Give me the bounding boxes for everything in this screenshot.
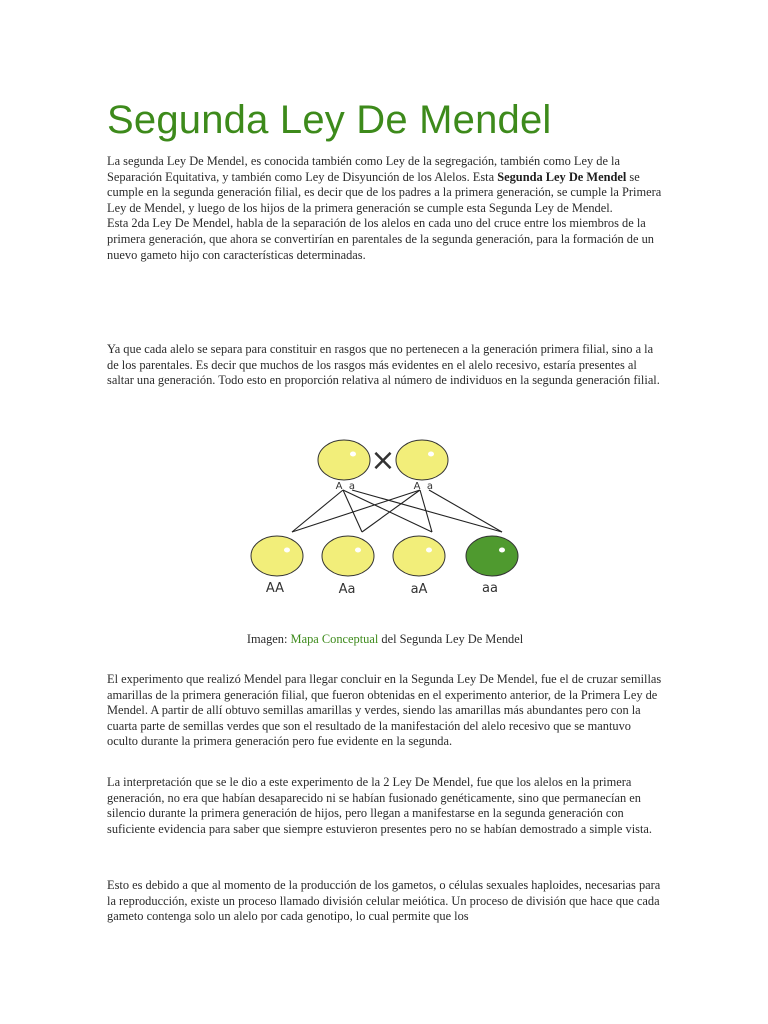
cross-lines (292, 490, 502, 532)
intro-text-a: La segunda Ley De Mendel, es conocida también como Ley de la segregación, también como Ley de la Separación Equitativa, y también como Ley de Disyunción de los Alelos. Esta (107, 154, 620, 184)
parent-allele-3: A (413, 481, 421, 492)
parent-seed-right (396, 440, 448, 480)
parent-allele-1: A (335, 481, 343, 492)
offspring-seed-aA (393, 536, 445, 576)
parent-seed-left (318, 440, 370, 480)
cross-symbol: × (370, 443, 396, 478)
offspring-seed-Aa (322, 536, 374, 576)
image-caption (107, 632, 663, 647)
mendel-cross-diagram (240, 432, 530, 612)
intro-text-c: Esta 2da Ley De Mendel, habla de la separación de los alelos en cada uno del cruce entre los miembros de la primera generación, que ahora se convertirían en parentales de la segunda generación, para la formación de un nuevo gameto hijo con características determinadas. (107, 216, 654, 262)
page-title: Segunda Ley De Mendel (107, 98, 552, 142)
interpretation-paragraph: La interpretación que se le dio a este experimento de la 2 Ley De Mendel, fue que los alelos en la primera generación, no era que habían desaparecido ni se habían fusionado genéticamente, sino que permanecían en silencio durante la primera generación de hijos, pero llegan a manifestarse en la segunda generación con suficiente evidencia para saber que siempre estuvieron presentes pero no se habían demostrado a simple vista. (107, 775, 652, 836)
caption-link[interactable]: Mapa Conceptual (290, 632, 379, 646)
offspring-seed-AA (251, 536, 303, 576)
caption-suffix: del Segunda Ley De Mendel (378, 632, 524, 646)
offspring-label-AA: AA (265, 581, 285, 596)
meiosis-paragraph: Esto es debido a que al momento de la producción de los gametos, o células sexuales haploides, necesarias para la reproducción, existe un proceso llamado división celular meiótica. Un proceso de división que hace que cada gameto contenga solo un alelo por cada genotipo, lo cual permite que los (107, 878, 661, 924)
offspring-seed-aa (466, 536, 518, 576)
offspring-label-Aa: Aa (338, 582, 356, 597)
experiment-paragraph: El experimento que realizó Mendel para llegar concluir en la Segunda Ley De Mendel, fue el de cruzar semillas amarillas de la primera generación filial, que fueron obtenidas en el experimento anterior, de la Primera Ley de Mendel. A partir de allí obtuvo semillas amarillas y verdes, siendo las amarillas más abundantes pero con la cuarta parte de semillas verdes que son el resultado de la manifestación del alelo recesivo que se mantuvo oculto durante la primera generación pero fue evidente en la segunda. (107, 672, 662, 749)
segregation-paragraph: Ya que cada alelo se separa para constituir en rasgos que no pertenecen a la generación primera filial, sino a la de los parentales. Es decir que muchos de los rasgos más evidentes en el alelo recesivo, estaría presentes al saltar una generación. Todo esto en proporción relativa al número de individuos en la segunda generación filial. (107, 342, 660, 388)
offspring-label-aa: aa (482, 581, 498, 596)
parent-allele-4: a (426, 481, 434, 492)
intro-paragraph (107, 154, 663, 263)
intro-text-b: se cumple en la segunda generación filial, es decir que de los padres a la primera generación, se cumple la Primera Ley de Mendel, y luego de los hijos de la primera generación se cumple esta Segunda Ley de Mendel. (107, 169, 662, 215)
intro-bold-term: Segunda Ley De Mendel (497, 169, 627, 184)
caption-prefix: Imagen: (246, 632, 291, 646)
offspring-label-aA: aA (410, 582, 428, 597)
parent-allele-2: a (348, 481, 356, 492)
